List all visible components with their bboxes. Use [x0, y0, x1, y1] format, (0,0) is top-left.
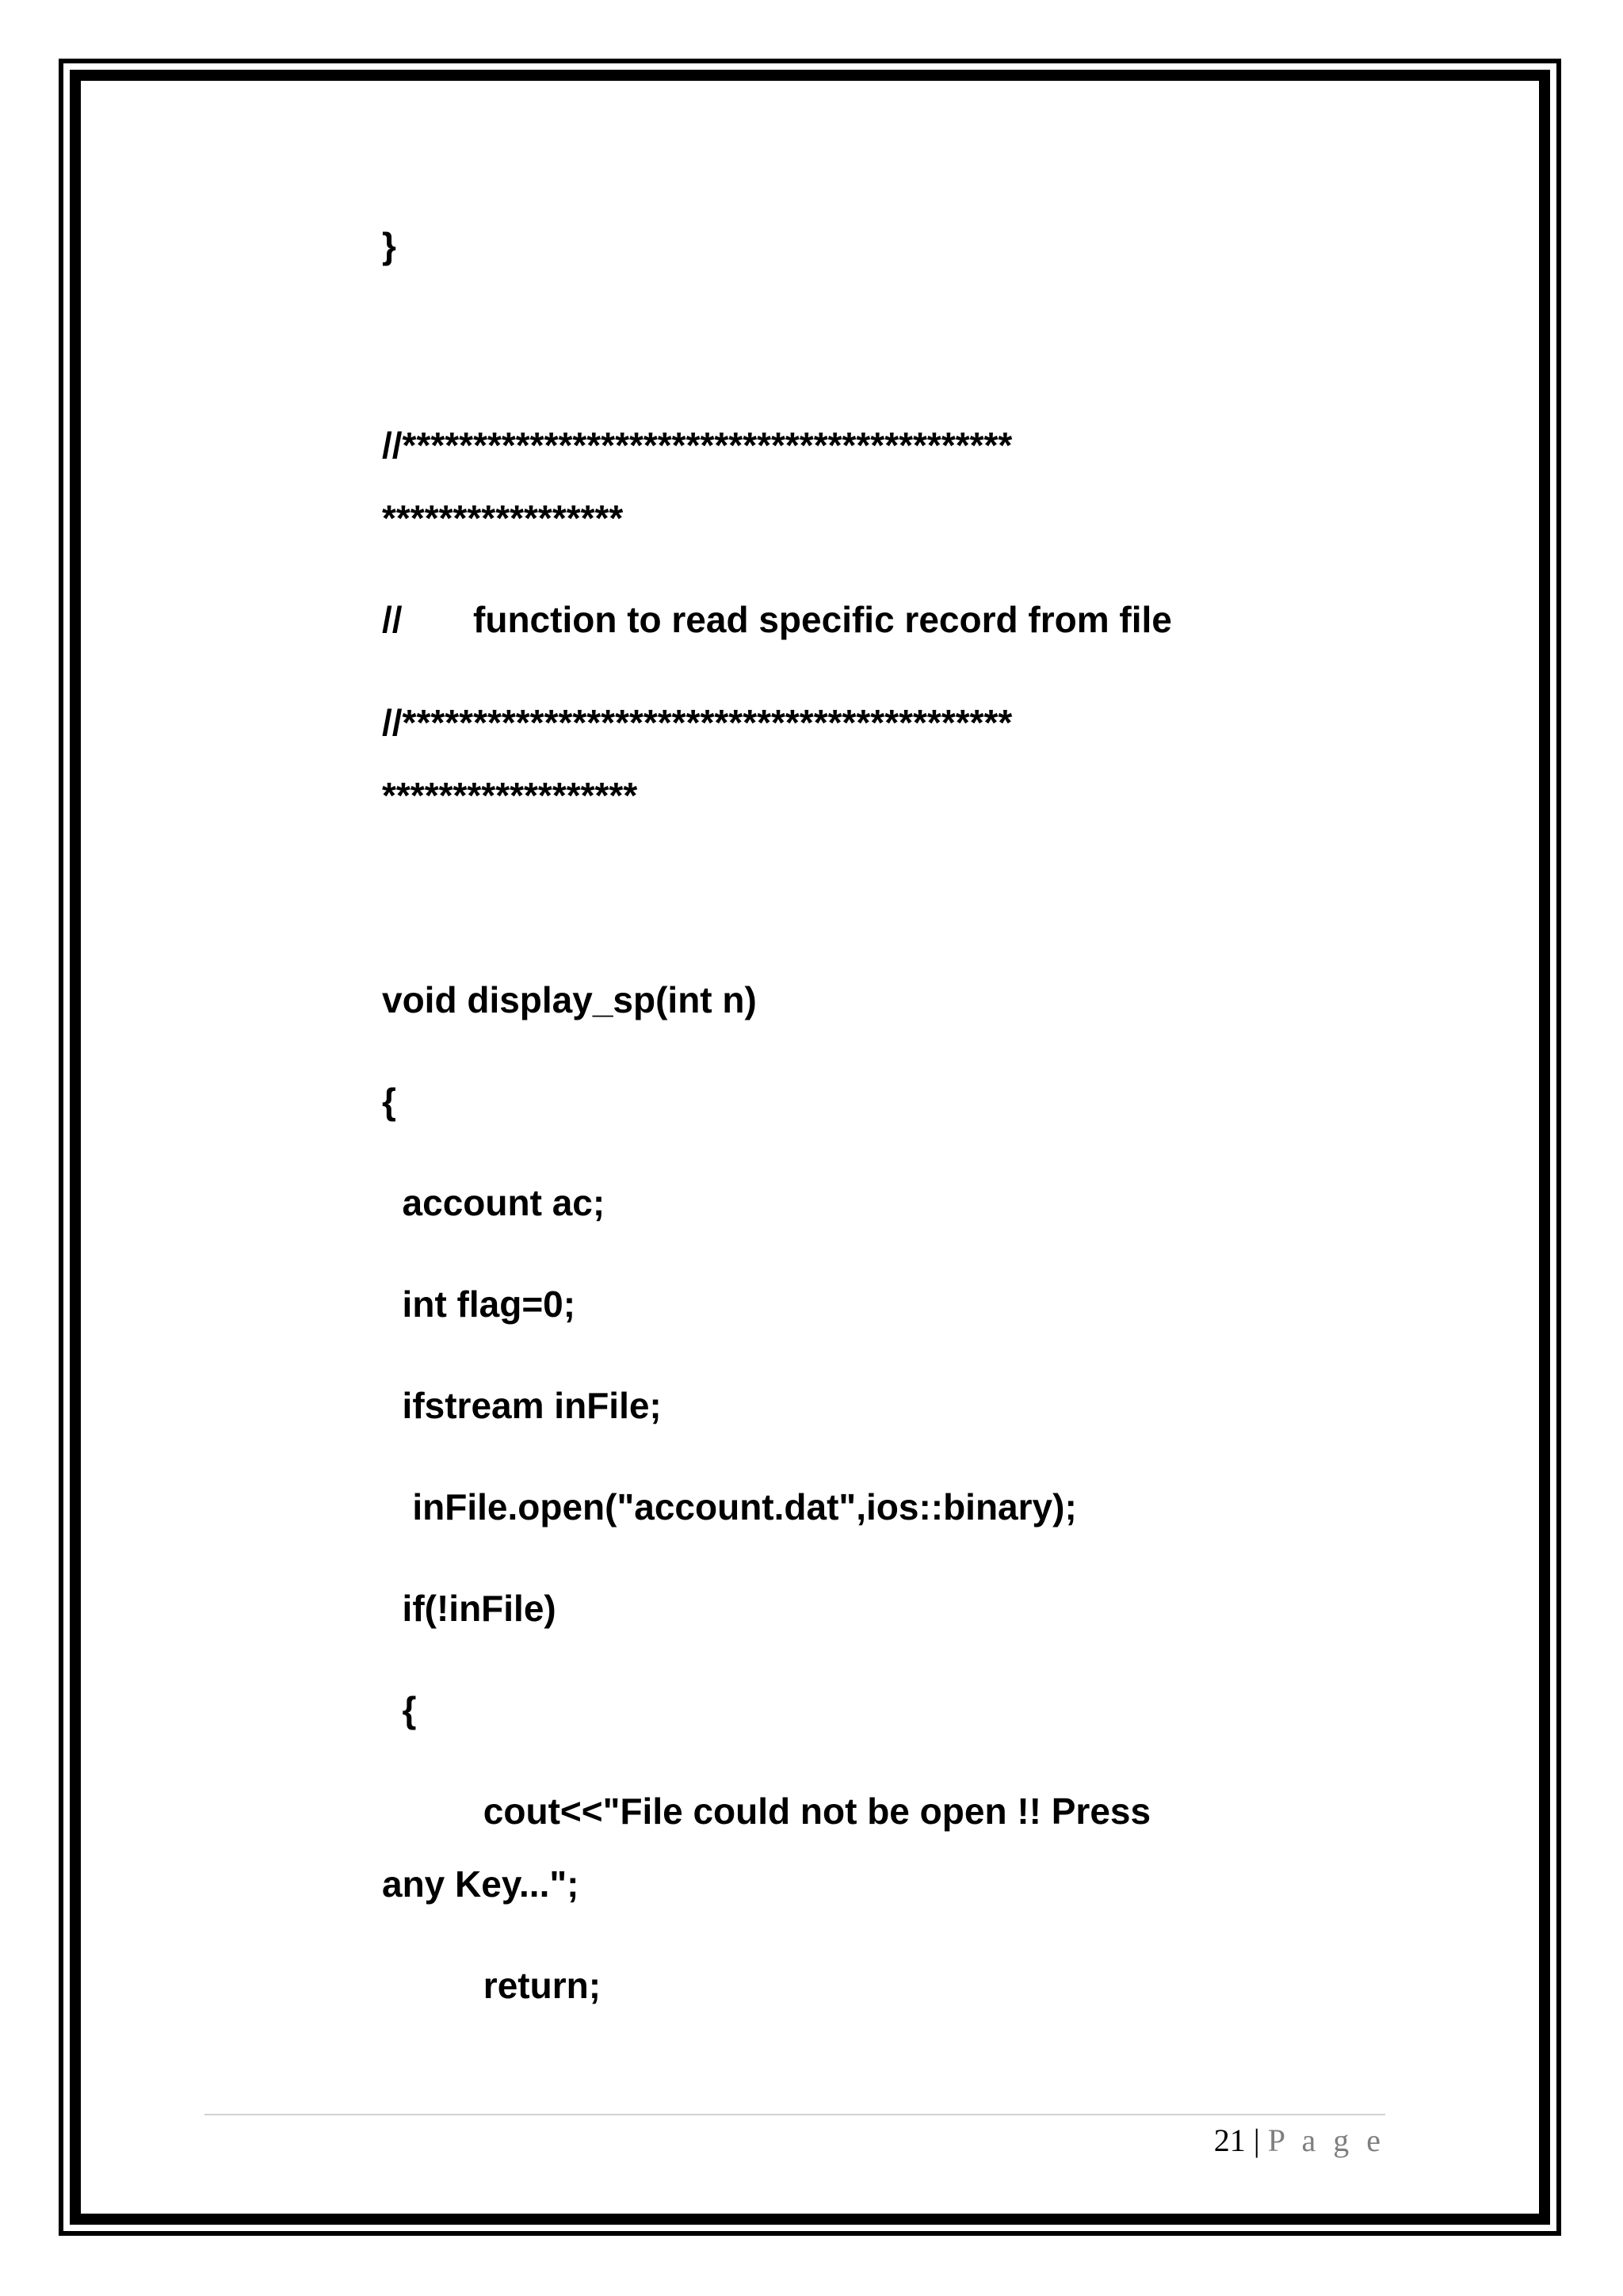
code-line: inFile.open("account.dat",ios::binary); [382, 1486, 1077, 1527]
page-label: P a g e [1267, 2122, 1385, 2158]
code-line: cout<<"File could not be open !! Press [382, 1791, 1151, 1832]
page-number: 21 [1213, 2122, 1246, 2158]
code-line: // function to read specific record from file [382, 599, 1172, 640]
page-border-inner [70, 70, 1550, 2225]
code-line: ***************** [382, 498, 624, 539]
code-line: return; [382, 1965, 601, 2006]
code-line: ifstream inFile; [382, 1385, 662, 1426]
code-line: { [382, 1689, 417, 1730]
footer-separator: | [1253, 2122, 1260, 2158]
code-line: void display_sp(int n) [382, 979, 757, 1020]
code-line: any Key..."; [382, 1863, 579, 1905]
code-line: ****************** [382, 775, 638, 816]
code-line: } [382, 225, 396, 266]
code-line: account ac; [382, 1182, 605, 1223]
code-line: { [382, 1081, 396, 1122]
code-line: if(!inFile) [382, 1588, 556, 1629]
page-footer [1214, 2122, 1385, 2160]
code-line: //******************************************* [382, 425, 1013, 466]
code-line: int flag=0; [382, 1283, 576, 1325]
code-line: //******************************************* [382, 702, 1013, 743]
footer-divider [204, 2114, 1385, 2115]
